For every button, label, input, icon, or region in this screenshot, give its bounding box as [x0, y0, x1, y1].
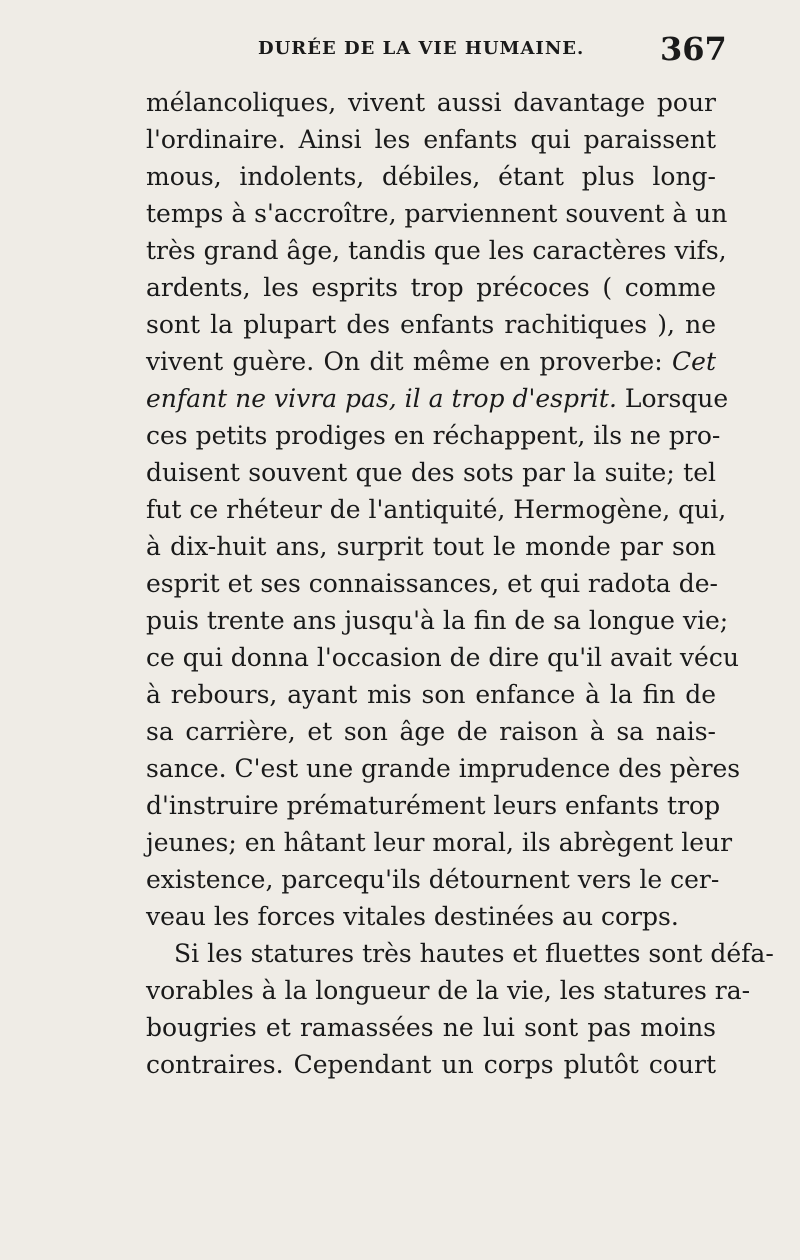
- text-line: vorables à la longueur de la vie, les statures ra-: [146, 976, 751, 1005]
- text-line: l'ordinaire. Ainsi les enfants qui paraissent: [146, 125, 716, 154]
- text-line: contraires. Cependant un corps plutôt court: [146, 1050, 716, 1079]
- text-line: sa carrière, et son âge de raison à sa nais-: [146, 717, 716, 746]
- text-line: très grand âge, tandis que les caractères vifs,: [146, 236, 727, 265]
- text-line: puis trente ans jusqu'à la fin de sa longue vie;: [146, 606, 729, 635]
- text-line: à rebours, ayant mis son enfance à la fin de: [146, 680, 716, 709]
- text-line: à dix-huit ans, surprit tout le monde par son: [146, 532, 716, 561]
- italic-segment: Cet: [672, 347, 716, 376]
- text-line: mous, indolents, débiles, étant plus long-: [146, 162, 716, 191]
- text-line: temps à s'accroître, parviennent souvent à un: [146, 199, 728, 228]
- text-line: ces petits prodiges en réchappent, ils ne pro-: [146, 421, 721, 450]
- text-line: bougries et ramassées ne lui sont pas moins: [146, 1013, 716, 1042]
- text-line: sont la plupart des enfants rachitiques ), ne: [146, 310, 716, 339]
- text-line: sance. C'est une grande imprudence des pères: [146, 754, 741, 783]
- text-line: d'instruire prématurément leurs enfants trop: [146, 791, 721, 820]
- text-line: [146, 343, 716, 380]
- running-title: DURÉE DE LA VIE HUMAINE.: [258, 38, 585, 59]
- italic-segment: enfant ne vivra pas, il a trop d'esprit.: [146, 384, 617, 413]
- text-line: ardents, les esprits trop précoces ( comme: [146, 273, 716, 302]
- text-line: existence, parcequ'ils détournent vers le cer-: [146, 865, 720, 894]
- text-line: duisent souvent que des sots par la suite; tel: [146, 458, 716, 487]
- text-segment: Lorsque: [624, 384, 729, 413]
- text-line: esprit et ses connaissances, et qui radota de-: [146, 569, 718, 598]
- text-line: fut ce rhéteur de l'antiquité, Hermogène, qui,: [146, 495, 727, 524]
- body-text: [146, 84, 774, 1083]
- text-segment: vivent guère. On dit même en proverbe:: [146, 347, 663, 376]
- text-line: Si les statures très hautes et fluettes sont défa-: [174, 939, 774, 968]
- text-line: [146, 380, 729, 417]
- text-line: mélancoliques, vivent aussi davantage pour: [146, 88, 716, 117]
- text-line: veau les forces vitales destinées au corps.: [146, 902, 679, 931]
- page-header: [0, 28, 800, 68]
- page-number: 367: [660, 30, 727, 68]
- text-line: ce qui donna l'occasion de dire qu'il avait vécu: [146, 643, 739, 672]
- text-line: jeunes; en hâtant leur moral, ils abrègent leur: [146, 828, 733, 857]
